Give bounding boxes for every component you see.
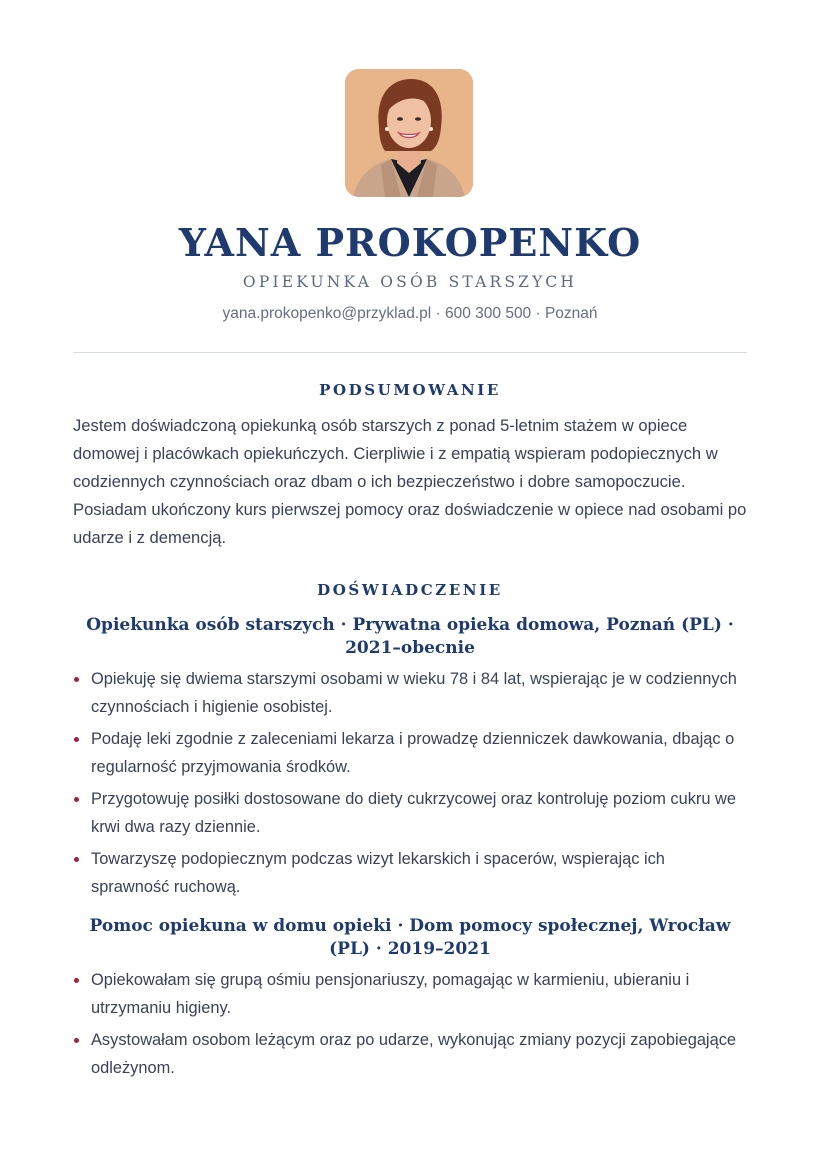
job-bullet-text: Opiekowałam się grupą ośmiu pensjonariuszy, pomagając w karmieniu, ubieraniu i utrzymaniu higieny. [91, 971, 690, 1017]
job-bullet-text: Asystowałam osobom leżącym oraz po udarze, wykonując zmiany pozycji zapobiegające odleżynom. [91, 1031, 737, 1077]
job-bullet [73, 1026, 747, 1082]
job-heading: Pomoc opiekuna w domu opieki · Dom pomocy społecznej, Wrocław (PL) · 2019–2021 [89, 916, 731, 959]
job-bullet [73, 966, 747, 1022]
job-bullet [73, 725, 747, 781]
job-bullet [73, 785, 747, 841]
experience-heading: DOŚWIADCZENIE [317, 581, 503, 599]
profile-photo [345, 69, 473, 197]
header-divider [73, 352, 747, 353]
job-bullet [73, 665, 747, 721]
bullet-icon [74, 737, 79, 742]
job-heading: Opiekunka osób starszych · Prywatna opieka domowa, Poznań (PL) · 2021–obecnie [86, 615, 734, 658]
bullet-icon [74, 797, 79, 802]
bullet-icon [74, 978, 79, 983]
job-bullet [73, 845, 747, 901]
job-bullet-list [73, 966, 747, 1086]
bullet-icon [74, 1038, 79, 1043]
job-bullet-list [73, 665, 747, 905]
bullet-icon [74, 857, 79, 862]
candidate-role: OPIEKUNKA OSÓB STARSZYCH [242, 273, 578, 291]
bullet-icon [74, 677, 79, 682]
job-bullet-text: Przygotowuję posiłki dostosowane do diety cukrzycowej oraz kontroluję poziom cukru we krwi dwa razy dziennie. [91, 790, 737, 836]
summary-heading: PODSUMOWANIE [319, 381, 501, 399]
contact-line: yana.prokopenko@przyklad.pl · 600 300 500 · Poznań [222, 305, 598, 322]
summary-text: Jestem doświadczoną opiekunką osób starszych z ponad 5-letnim stażem w opiece domowej i placówkach opiekuńczych. Cierpliwie i z empatią wspieram podopiecznych w codziennych czynnościach oraz dbam o ich bezpieczeństwo i dobre samopoczucie. Posiadam ukończony kurs pierwszej pomocy oraz doświadczenie w opiece nad osobami po udarze i z demencją. [73, 416, 747, 547]
job-bullet-text: Opiekuję się dwiema starszymi osobami w wieku 78 i 84 lat, wspierając je w codziennych czynnościach i higienie osobistej. [91, 670, 737, 716]
candidate-name: YANA PROKOPENKO [178, 220, 642, 265]
job-bullet-text: Podaję leki zgodnie z zaleceniami lekarza i prowadzę dzienniczek dawkowania, dbając o regularność przyjmowania środków. [91, 730, 735, 776]
job-bullet-text: Towarzyszę podopiecznym podczas wizyt lekarskich i spacerów, wspierając ich sprawność ruchową. [91, 850, 665, 896]
